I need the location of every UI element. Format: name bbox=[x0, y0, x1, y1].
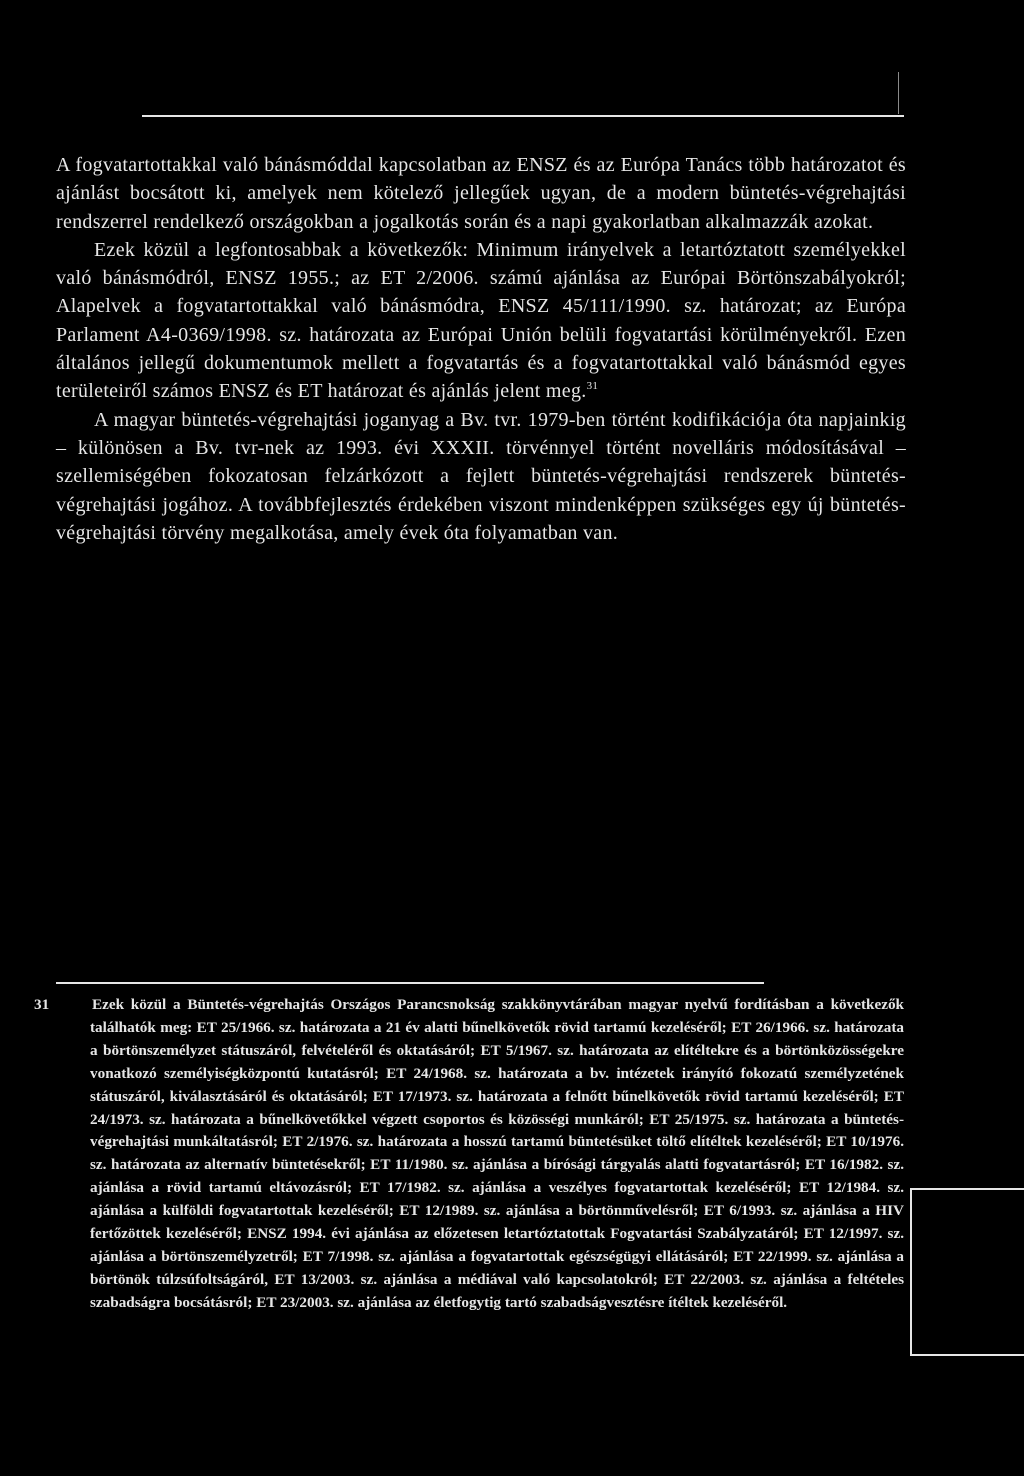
footnote bbox=[34, 994, 904, 1315]
footnote-text: Ezek közül a Büntetés-végrehajtás Országos Parancsnokság szakkönyvtárában magyar nyelvű fordításban a következők találhatók meg: ET 25/1966. sz. határozata a 21 év alatti bűnelkövetők rövid tartamú kezeléséről; ET 26/1966. sz. határozata a börtönszemélyzet státuszáról, felvételéről és oktatásáról; ET 5/1967. sz. határozata az elítéltekre és a börtönközösségekre vonatkozó személyiségközpontú kutatásról; ET 24/1968. sz. határozata a bv. intézetek irányító fokozatú személyzetének státuszáról, kiválasztásáról és oktatásáról; ET 17/1973. sz. határozata a felnőtt bűnelkövetők rövid tartamú kezeléséről; ET 24/1973. sz. határozata a bűnelkövetőkkel végzett csoportos és közösségi munkáról; ET 25/1975. sz. határozata a büntetés-végrehajtási munkáltatásról; ET 2/1976. sz. határozata a hosszú tartamú büntetésüket töltő elítéltek kezeléséről; ET 10/1976. sz. határozata az alternatív büntetésekről; ET 11/1980. sz. ajánlása a bírósági tárgyalás alatti fogvatartásról; ET 16/1982. sz. ajánlása a rövid tartamú eltávozásról; ET 17/1982. sz. ajánlása a veszélyes fogvatartottak kezeléséről; ET 12/1984. sz. ajánlása a külföldi fogvatartottak kezeléséről; ET 12/1989. sz. ajánlása a börtönművelésről; ET 6/1993. sz. ajánlása a HIV fertőzöttek kezeléséről; ENSZ 1994. évi ajánlása az előzetesen letartóztatottak Fogvatartási Szabályzatáról; ET 12/1997. sz. ajánlása a börtönszemélyzetről; ET 7/1998. sz. ajánlása a fogvatartottak egészségügyi ellátásáról; ET 22/1999. sz. ajánlása a börtönök túlzsúfoltságáról, ET 13/2003. sz. ajánlása a médiával való kapcsolatokról; ET 22/2003. sz. ajánlása a feltételes szabadságra bocsátásról; ET 23/2003. sz. ajánlása az életfogytig tartó szabadságvesztésre ítéltek kezeléséről. bbox=[90, 996, 904, 1311]
paragraph-2 bbox=[56, 236, 906, 406]
paragraph-3: A magyar büntetés-végrehajtási joganyag a Bv. tvr. 1979-ben történt kodifikációja óta napjainkig – különösen a Bv. tvr-nek az 1993. évi XXXII. törvénnyel történt novelláris módosításával – szellemiségében fokozatosan felzárkózott a fejlett büntetés-végrehajtási rendszerek büntetés-végrehajtási jogához. A továbbfejlesztés érdekében viszont mindenképpen szükséges egy új büntetés-végrehajtási törvény megalkotása, amely évek óta folyamatban van. bbox=[56, 408, 906, 544]
edge-box bbox=[910, 1188, 1024, 1356]
header-rule bbox=[142, 115, 904, 117]
paragraph-1: A fogvatartottakkal való bánásmóddal kapcsolatban az ENSZ és az Európa Tanács több határozatot és ajánlást bocsátott ki, amelyek nem kötelező jellegűek ugyan, de a modern büntetés-végrehajtási rendszerrel rendelkező országokban a jogalkotás során és a napi gyakorlatban alkalmazzák azokat. bbox=[56, 154, 906, 233]
corner-mark bbox=[898, 72, 899, 114]
footnote-separator bbox=[56, 982, 764, 984]
footnote-reference[interactable]: 31 bbox=[586, 380, 599, 393]
main-text bbox=[56, 151, 906, 547]
paragraph-2-text: Ezek közül a legfontosabbak a következők: Minimum irányelvek a letartóztatott személyekkel való bánásmódról, ENSZ 1955.; az ET 2/2006. számú ajánlása az Európai Börtönszabályokról; Alapelvek a fogvatartottakkal való bánásmódra, ENSZ 45/111/1990. sz. határozat; az Európa Parlament A4-0369/1998. sz. határozata az Európai Unión belüli fogvatartási körülményekről. Ezen általános jellegű dokumentumok mellett a fogvatartás és a fogvatartottakkal való bánásmód egyes területeiről számos ENSZ és ET határozat és ajánlás jelent meg. bbox=[56, 238, 906, 403]
footnote-body bbox=[34, 994, 904, 1315]
footnote-number: 31 bbox=[34, 996, 50, 1013]
